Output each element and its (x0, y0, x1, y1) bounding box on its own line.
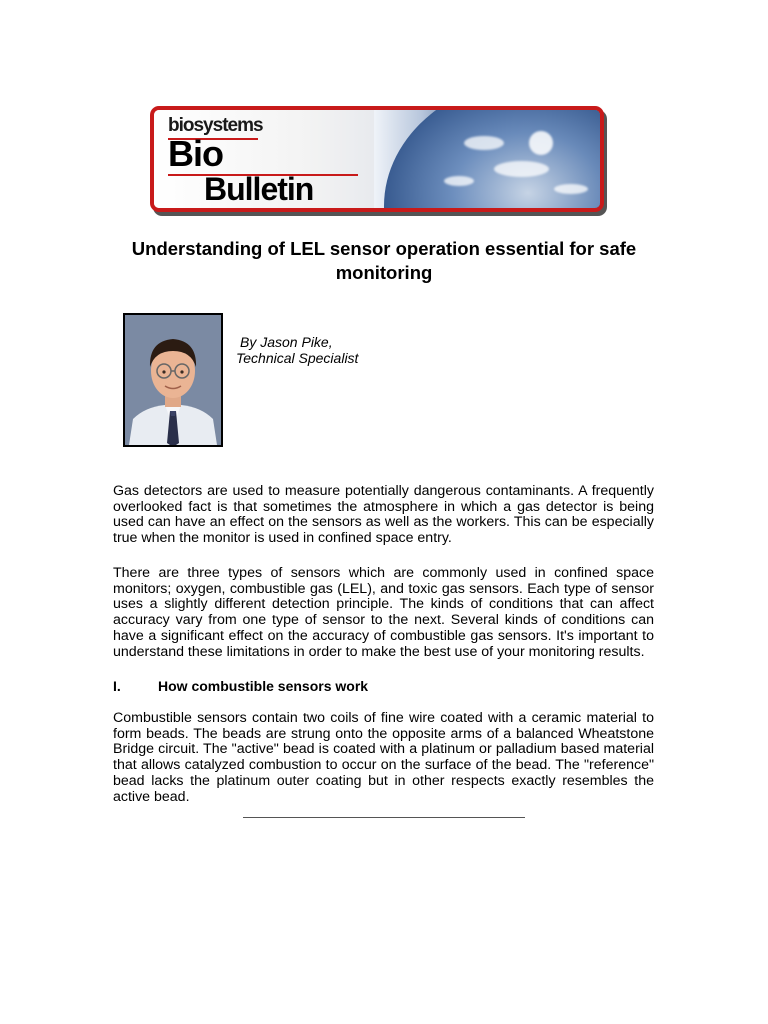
section-heading (113, 678, 368, 694)
footnote-divider (243, 817, 525, 818)
section-title: How combustible sensors work (158, 678, 369, 694)
article-headline: Understanding of LEL sensor operation essential for safe monitoring (131, 238, 637, 283)
banner-title-bulletin: Bulletin (204, 171, 314, 207)
section-number: I. (113, 678, 121, 694)
banner-title-bio: Bio (168, 133, 223, 174)
paragraph-combustible-sensors: Combustible sensors contain two coils of fine wire coated with a ceramic material to form beads. The beads are strung onto the opposite arms of a balanced Wheatstone Bridge circuit. The "active" bead is coated with a platinum or palladium based material that allows catalyzed combustion to occur on the surface of the bead. The "reference" bead lacks the platinum outer coating but in other respects exactly resembles the active bead. (113, 710, 654, 805)
byline (236, 334, 358, 366)
author-photo (123, 313, 223, 447)
bio-bulletin-banner (150, 106, 604, 212)
paragraph-intro: Gas detectors are used to measure potentially dangerous contaminants. A frequently overlooked fact is that sometimes the atmosphere in which a gas detector is being used can have an effect on the sensors as well as the workers. This can be especially true when the monitor is used in confined space entry. (113, 483, 654, 547)
author-name: By Jason Pike, (240, 334, 333, 350)
paragraph-sensor-types: There are three types of sensors which are commonly used in confined space monitors; oxygen, combustible gas (LEL), and toxic gas sensors. Each type of sensor uses a slightly different detection principle. The kinds of conditions that can affect accuracy vary from one type of sensor to the next. Several kinds of conditions can have a significant effect on the accuracy of combustible gas sensors. It's important to understand these limitations in order to make the best use of your monitoring results. (113, 565, 654, 660)
earth-image (344, 106, 604, 212)
biosystems-logo: biosystems (168, 115, 263, 136)
author-title: Technical Specialist (236, 350, 359, 366)
